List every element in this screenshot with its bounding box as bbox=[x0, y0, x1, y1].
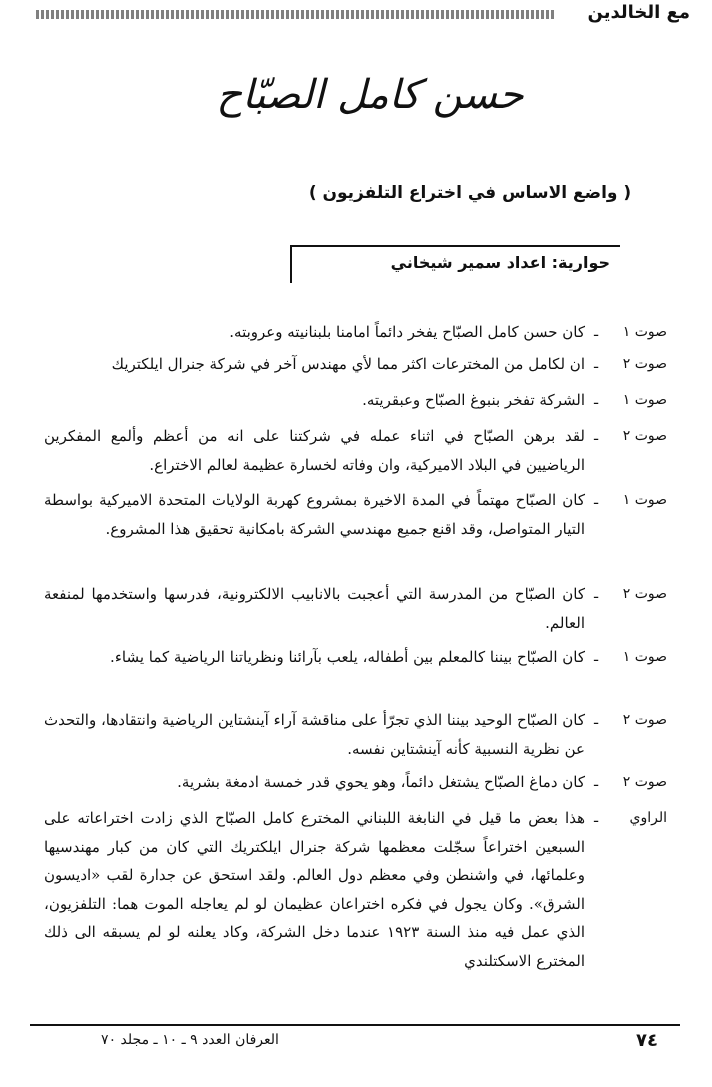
speaker-label: صوت ١ bbox=[622, 324, 667, 340]
article-subject: ( واضع الاساس في اختراع التلفزيون ) bbox=[308, 183, 632, 203]
dialogue-row bbox=[44, 706, 667, 764]
speaker-dash: ـ bbox=[593, 356, 599, 372]
speaker-dash: ـ bbox=[593, 712, 599, 728]
narrator-text: هذا بعض ما قيل في النابغة اللبناني المخترع كامل الصبّاح الذي زادت اختراعاته على السبعين اختراعاً سجّلت معظمها شركة جنرال ايلكتريك التي كان من كبار مهندسيها وعلمائها، في واشنطن وفي معظم دول العالم. ولقد استحق عن جدارة لقب «اديسون الشرق». وكان يجول في فكره اختراعان عظيمان لو لم يعاجله الموت هما: التلفزيون، الذي عمل فيه منذ السنة ١٩٢٣ عندما دخل الشركة، وكاد يعلنه لو لم يسبقه الى ذلك المخترع الاسكتلندي bbox=[44, 809, 585, 970]
speaker-label: صوت ١ bbox=[622, 492, 667, 508]
dialogue-row bbox=[44, 386, 667, 415]
dialogue-row bbox=[44, 580, 667, 638]
footer-rule bbox=[30, 1024, 680, 1026]
speaker-label: صوت ٢ bbox=[622, 356, 667, 372]
speaker-dash: ـ bbox=[593, 492, 599, 508]
speaker-label: صوت ١ bbox=[622, 392, 667, 408]
dialogue-row bbox=[44, 422, 667, 480]
dialogue-row bbox=[44, 768, 667, 797]
journal-citation: العرفان العدد ٩ ـ ١٠ ـ مجلد ٧٠ bbox=[101, 1032, 279, 1048]
section-header: مع الخالدين bbox=[587, 2, 690, 23]
dialogue-row bbox=[44, 643, 667, 672]
speaker-dash: ـ bbox=[593, 649, 599, 665]
dialogue-text: لقد برهن الصبّاح في اثناء عمله في شركتنا على انه من أعظم وألمع المفكرين الرياضيين في البلاد الاميركية، وان وفاته لخسارة عظيمة لعالم الاختراع. bbox=[44, 427, 585, 474]
speaker-label: الراوي bbox=[629, 810, 667, 826]
speaker-dash: ـ bbox=[593, 324, 599, 340]
speaker-label: صوت ٢ bbox=[622, 712, 667, 728]
page-number: ٧٤ bbox=[636, 1030, 658, 1051]
byline: حوارية: اعداد سمير شيخاني bbox=[290, 245, 620, 283]
dialogue-row bbox=[44, 318, 667, 347]
speaker-label: صوت ١ bbox=[622, 649, 667, 665]
speaker-dash: ـ bbox=[593, 810, 599, 826]
dialogue-text: كان الصبّاح بيننا كالمعلم بين أطفاله، يلعب بآرائنا ونظرياتنا الرياضية كما يشاء. bbox=[110, 648, 585, 666]
dialogue-text: الشركة تفخر بنبوغ الصبّاح وعبقريته. bbox=[362, 391, 585, 409]
speaker-label: صوت ٢ bbox=[622, 428, 667, 444]
speaker-dash: ـ bbox=[593, 774, 599, 790]
dialogue-text: كان الصبّاح مهتماً في المدة الاخيرة بمشروع كهربة الولايات المتحدة الاميركية بواسطة التيار المتواصل، وقد اقنع جميع مهندسي الشركة بامكانية تحقيق هذا المشروع. bbox=[44, 491, 585, 538]
dialogue-text: ان لكامل من المخترعات اكثر مما لأي مهندس آخر في شركة جنرال ايلكتريك bbox=[111, 355, 585, 373]
dialogue-text: كان حسن كامل الصبّاح يفخر دائماً امامنا بلبنانيته وعروبته. bbox=[229, 323, 585, 341]
narrator-row bbox=[44, 804, 667, 975]
speaker-label: صوت ٢ bbox=[622, 586, 667, 602]
speaker-dash: ـ bbox=[593, 586, 599, 602]
header-decorative-bar bbox=[36, 10, 556, 19]
speaker-label: صوت ٢ bbox=[622, 774, 667, 790]
article-title: حسن كامل الصبّاح bbox=[216, 72, 524, 118]
speaker-dash: ـ bbox=[593, 428, 599, 444]
dialogue-text: كان الصبّاح من المدرسة التي أعجبت بالانابيب الالكترونية، فدرسها واستخدمها لمنفعة العالم. bbox=[44, 585, 585, 632]
dialogue-text: كان الصبّاح الوحيد بيننا الذي تجرّأ على مناقشة آراء آينشتاين الرياضية وانتقادها، والتحدث عن نظرية النسبية كأنه آينشتاين نفسه. bbox=[44, 711, 585, 758]
dialogue-row bbox=[44, 350, 667, 379]
dialogue-row bbox=[44, 486, 667, 544]
dialogue-text: كان دماغ الصبّاح يشتغل دائماً، وهو يحوي قدر خمسة ادمغة بشرية. bbox=[177, 773, 585, 791]
speaker-dash: ـ bbox=[593, 392, 599, 408]
